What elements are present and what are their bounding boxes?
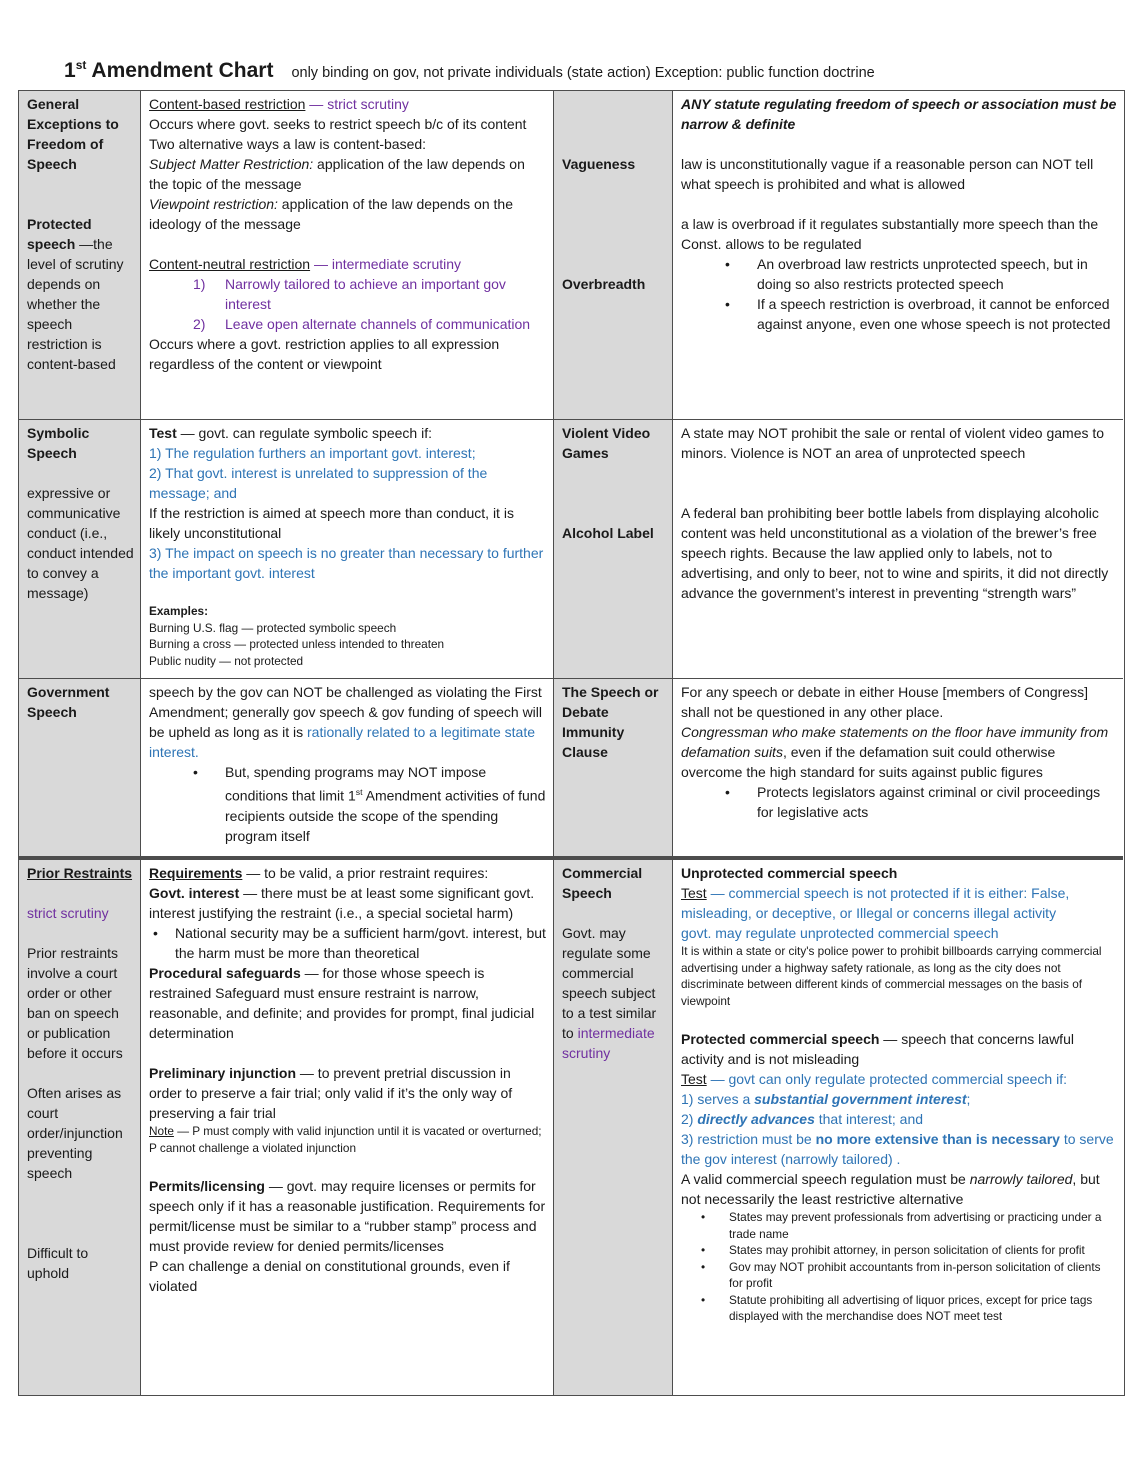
blank-line [562, 114, 666, 134]
paragraph [149, 254, 547, 274]
text-segment: A valid commercial speech regulation must be [681, 1171, 970, 1187]
text-segment: narrowly tailored [969, 1171, 1073, 1187]
blank-line [27, 923, 134, 943]
text-segment: — commercial speech is not protected if it is either: False, misleading, or deceptive, or Illegal or concerns illegal activity [681, 885, 1070, 921]
paragraph [149, 194, 547, 234]
content-cell [141, 860, 554, 1395]
text-segment: application of the law depends on the ideology of the message [149, 196, 513, 232]
blank-line [562, 903, 666, 923]
number-marker: 2) [193, 316, 206, 332]
text-segment: For any speech or debate in either House [members of Congress] shall not be questioned in any other place. [681, 684, 1088, 720]
bullet-marker: • [193, 764, 198, 780]
paragraph [149, 883, 547, 923]
paragraph [681, 503, 1117, 603]
bullet-marker: • [701, 1259, 706, 1274]
list-item-text [225, 762, 547, 846]
text-segment: Protected commercial speech [681, 1031, 880, 1047]
text-segment: Burning a cross — protected unless intended to threaten [149, 637, 445, 651]
text-segment: Permits/licensing [149, 1178, 265, 1194]
text-segment: Subject Matter Restriction: [149, 156, 314, 172]
paragraph [27, 214, 134, 374]
text-segment: Requirements [149, 865, 243, 881]
text-segment: — P must comply with valid injunction until it is vacated or overturned; P cannot challenge a violated injunction [149, 1124, 542, 1155]
paragraph [562, 523, 666, 543]
row-header-cell [554, 679, 673, 860]
paragraph [149, 1063, 547, 1123]
text-segment: to serve the gov interest (narrowly tailored) . [681, 1131, 1114, 1167]
content-cell [141, 420, 554, 679]
blank-line [149, 234, 547, 254]
paragraph [562, 274, 666, 294]
text-segment: Alcohol Label [562, 525, 654, 541]
bullet-item [701, 1292, 1117, 1325]
text-segment: directly advances [697, 1111, 815, 1127]
text-segment: , but not necessarily the least restrictive alternative [681, 1171, 1100, 1207]
blank-line [562, 134, 666, 154]
blank-line [562, 234, 666, 254]
content-cell [673, 420, 1123, 679]
text-segment: Burning U.S. flag — protected symbolic speech [149, 620, 397, 635]
text-segment: 2) [681, 1111, 698, 1127]
paragraph [681, 722, 1117, 782]
text-segment: Protects legislators against criminal or civil proceedings for legislative acts [757, 784, 1101, 820]
text-segment: Content-based restriction [149, 96, 306, 112]
paragraph [149, 423, 547, 443]
blank-line [681, 463, 1117, 483]
text-segment: 3) The impact on speech is no greater than necessary to further the important govt. interest [149, 545, 544, 581]
content-cell [141, 679, 554, 860]
paragraph [681, 863, 1117, 883]
text-segment: — speech that concerns lawful activity and is not misleading [681, 1031, 1074, 1067]
text-segment: Two alternative ways a law is content-based: [149, 136, 427, 152]
paragraph [149, 463, 547, 503]
paragraph [681, 943, 1117, 1009]
paragraph [149, 443, 547, 463]
paragraph [27, 483, 134, 603]
text-segment: ; [966, 1091, 971, 1107]
paragraph [681, 883, 1117, 923]
text-segment: Often arises as court order/injunction preventing speech [27, 1085, 123, 1181]
paragraph [681, 1129, 1117, 1169]
text-segment: —the level of scrutiny depends on whether the speech restriction is content-based [27, 236, 124, 372]
paragraph [27, 863, 134, 883]
text-segment: States may prevent professionals from advertising or practicing under a trade name [729, 1210, 1102, 1241]
list-item-text [225, 314, 547, 334]
text-segment: If the restriction is aimed at speech more than conduct, it is likely unconstitutional [149, 505, 514, 541]
bullet-item [725, 254, 1117, 294]
text-segment: Govt. may regulate some commercial speech subject to a test similar to [562, 925, 657, 1041]
row-header-cell [19, 420, 141, 679]
paragraph [149, 543, 547, 583]
paragraph [27, 903, 134, 923]
text-segment: Violent Video Games [562, 425, 651, 461]
text-segment: Symbolic Speech [27, 425, 90, 461]
list-item-text [225, 274, 547, 314]
paragraph [681, 1029, 1117, 1069]
paragraph [681, 423, 1117, 463]
title-superscript: st [75, 58, 87, 72]
text-segment: no more extensive than is necessary [815, 1131, 1060, 1147]
text-segment: Note [149, 1124, 174, 1138]
paragraph [149, 334, 547, 374]
paragraph [562, 682, 666, 762]
text-segment: strict scrutiny [27, 905, 109, 921]
numbered-item [193, 314, 547, 334]
text-segment: Examples: [149, 604, 209, 618]
blank-line [681, 1009, 1117, 1029]
text-segment: Statute prohibiting all advertising of liquor prices, except for price tags displayed with the merchandise does NOT meet test [729, 1292, 1093, 1323]
text-segment: 1) The regulation furthers an important govt. interest; [149, 445, 476, 461]
blank-line [562, 214, 666, 234]
paragraph [149, 114, 547, 134]
paragraph [27, 94, 134, 174]
text-segment: ANY statute regulating freedom of speech or association must be narrow & definite [681, 96, 1117, 132]
paragraph [562, 923, 666, 1063]
text-segment: govt. may regulate unprotected commercial speech [681, 925, 999, 941]
paragraph [27, 943, 134, 1063]
text-segment: 3) restriction must be [681, 1131, 816, 1147]
paragraph [149, 653, 547, 670]
blank-line [149, 583, 547, 603]
text-segment: — govt. can regulate symbolic speech if: [176, 425, 432, 441]
text-segment: expressive or communicative conduct (i.e., conduct intended to convey a message) [27, 485, 134, 601]
list-item-text [729, 1292, 1117, 1325]
text-segment: Unprotected commercial speech [681, 865, 898, 881]
text-segment: Occurs where govt. seeks to restrict speech b/c of its content [149, 116, 527, 132]
blank-line [681, 194, 1117, 214]
text-segment: It is within a state or city's police power to prohibit billboards carrying commercial advertising under a highway safety rationale, as long as the city does not discriminate between different kinds of commercial messages on the basis of viewpoint [681, 944, 1102, 1008]
row-header-cell [554, 860, 673, 1395]
bullet-item [725, 782, 1117, 822]
blank-line [681, 483, 1117, 503]
bullet-marker: • [153, 925, 158, 941]
paragraph [562, 863, 666, 903]
blank-line [562, 94, 666, 114]
blank-line [27, 1203, 134, 1223]
blank-line [562, 483, 666, 503]
text-segment: Occurs where a govt. restriction applies to all expression regardless of the content or viewpoint [149, 336, 500, 372]
blank-line [27, 463, 134, 483]
content-cell [673, 860, 1123, 1395]
text-segment: Preliminary injunction [149, 1065, 297, 1081]
paragraph [681, 154, 1117, 194]
bullet-item [701, 1259, 1117, 1292]
text-segment: Viewpoint restriction: [149, 196, 278, 212]
text-segment: — there must be at least some significant govt. interest justifying the restraint (i.e., a special societal harm) [149, 885, 535, 921]
text-segment: Amendment activities of fund recipients outside the scope of the spending program itself [225, 787, 546, 844]
paragraph [149, 603, 547, 620]
paragraph [149, 636, 547, 653]
list-item-text [729, 1209, 1117, 1242]
text-segment: 2) That govt. interest is unrelated to suppression of the message; and [149, 465, 488, 501]
paragraph [149, 1123, 547, 1156]
bullet-marker: • [701, 1243, 706, 1257]
text-segment: that interest; and [814, 1111, 924, 1127]
paragraph [562, 154, 666, 174]
text-segment: An overbroad law restricts unprotected speech, but in doing so also restricts protected speech [757, 256, 1088, 292]
list-item-text [757, 294, 1117, 334]
text-segment: Congressman who make statements on the floor have immunity from defamation suits [681, 724, 1109, 760]
text-segment: substantial government interest [754, 1091, 967, 1107]
text-segment: Gov may NOT prohibit accountants from in-person solicitation of clients for profit [729, 1259, 1101, 1290]
paragraph [562, 423, 666, 463]
paragraph [681, 1069, 1117, 1089]
text-segment: 1) serves a [681, 1091, 755, 1107]
blank-line [27, 174, 134, 194]
paragraph [681, 1089, 1117, 1109]
page-title [64, 58, 273, 83]
text-segment: Commercial Speech [562, 865, 643, 901]
paragraph [149, 1176, 547, 1256]
paragraph [681, 214, 1117, 254]
list-item-text [729, 1242, 1117, 1259]
paragraph [681, 923, 1117, 943]
text-segment: Test [149, 425, 177, 441]
blank-line [27, 1223, 134, 1243]
list-item-text [757, 254, 1117, 294]
text-segment: st [355, 787, 363, 797]
row-header-cell [19, 860, 141, 1395]
blank-line [27, 1183, 134, 1203]
text-segment: — govt can only regulate protected commercial speech if: [706, 1071, 1067, 1087]
bullet-marker: • [725, 256, 730, 272]
text-segment: application of the law depends on the topic of the message [149, 156, 525, 192]
blank-line [562, 194, 666, 214]
text-segment: Public nudity — not protected [149, 653, 304, 668]
text-segment: — intermediate scrutiny [310, 256, 462, 272]
text-segment: — govt. may require licenses or permits for speech only if it has a reasonable justification. Requirements for permit/license must be similar to a “rubber stamp” process and must provide review for denied permits/licenses [149, 1178, 546, 1254]
row-header-cell [554, 420, 673, 679]
blank-line [149, 1156, 547, 1176]
text-segment: National security may be a sufficient harm/govt. interest, but the harm must be more than theoretical [175, 925, 546, 961]
bullet-item [153, 923, 547, 963]
paragraph [149, 963, 547, 1043]
bullet-marker: • [725, 784, 730, 800]
text-segment: The Speech or Debate Immunity Clause [562, 684, 659, 760]
text-segment: If a speech restriction is overbroad, it cannot be enforced against anyone, even one whose speech is not protected [757, 296, 1111, 332]
bullet-marker: • [725, 296, 730, 312]
paragraph [27, 423, 134, 463]
paragraph [27, 682, 134, 722]
title-row [64, 58, 1140, 83]
text-segment: Leave open alternate channels of communication [225, 316, 531, 332]
text-segment: States may prohibit attorney, in person solicitation of clients for profit [729, 1243, 1085, 1257]
bullet-item [193, 762, 547, 846]
list-item-text [175, 923, 547, 963]
blank-line [562, 503, 666, 523]
blank-line [149, 1043, 547, 1063]
blank-line [562, 174, 666, 194]
text-segment: A federal ban prohibiting beer bottle labels from displaying alcoholic content was held unconstitutional as a violation of the brewer’s free speech rights. Because the law applied only to labels, not to advertising, and only to beer, not to wine and spirits, it did not directly advance the government’s interest in preventing “strength wars” [681, 505, 1109, 601]
paragraph [149, 134, 547, 154]
numbered-item [193, 274, 547, 314]
blank-line [562, 254, 666, 274]
row-header-cell [554, 91, 673, 420]
text-segment: law is unconstitutionally vague if a reasonable person can NOT tell what speech is prohibited and what is allowed [681, 156, 1094, 192]
content-cell [673, 91, 1123, 420]
text-segment: Narrowly tailored to achieve an important gov interest [225, 276, 506, 312]
paragraph [27, 1243, 134, 1283]
blank-line [27, 194, 134, 214]
text-segment: — to be valid, a prior restraint requires: [242, 865, 489, 881]
paragraph [681, 682, 1117, 722]
text-segment: — to prevent pretrial discussion in order to preserve a fair trial; only valid if it’s the only way of preserving a fair trial [149, 1065, 513, 1121]
paragraph [149, 682, 547, 762]
bullet-item [701, 1209, 1117, 1242]
content-cell [141, 91, 554, 420]
paragraph [681, 1109, 1117, 1129]
amendment-chart-table [18, 90, 1125, 1396]
text-segment: But, spending programs may NOT impose conditions that limit 1 [225, 764, 487, 804]
bullet-marker: • [701, 1292, 706, 1307]
text-segment: Test [681, 1071, 707, 1087]
paragraph [149, 620, 547, 637]
title-number: 1 [64, 59, 76, 82]
number-marker: 1) [193, 276, 206, 292]
text-segment: Test [681, 885, 707, 901]
text-segment: rationally related to a legitimate state interest. [149, 724, 536, 760]
blank-line [562, 463, 666, 483]
text-segment: Vagueness [562, 156, 636, 172]
list-item-text [729, 1259, 1117, 1292]
text-segment: Prior restraints involve a court order or other ban on speech or publication before it occurs [27, 945, 123, 1061]
text-segment: , even if the defamation suit could otherwise overcome the high standard for suits against public figures [681, 744, 1056, 780]
text-segment: A state may NOT prohibit the sale or rental of violent video games to minors. Violence is NOT an area of unprotected speech [681, 425, 1105, 461]
blank-line [27, 1063, 134, 1083]
text-segment: Content-neutral restriction [149, 256, 311, 272]
content-cell [673, 679, 1123, 860]
paragraph [681, 94, 1117, 134]
text-segment: Protected speech [27, 216, 92, 252]
blank-line [27, 883, 134, 903]
text-segment: — strict scrutiny [305, 96, 409, 112]
paragraph [27, 1083, 134, 1183]
paragraph [681, 1169, 1117, 1209]
text-segment: — for those whose speech is restrained Safeguard must ensure restraint is narrow, reasonable, and definite; and provides for prompt, final judicial determination [149, 965, 535, 1041]
text-segment: a law is overbroad if it regulates substantially more speech than the Const. allows to be regulated [681, 216, 1099, 252]
text-segment: Govt. interest [149, 885, 240, 901]
paragraph [149, 1256, 547, 1296]
text-segment: P can challenge a denial on constitutional grounds, even if violated [149, 1258, 510, 1294]
bullet-item [701, 1242, 1117, 1259]
blank-line [681, 134, 1117, 154]
paragraph [149, 863, 547, 883]
paragraph [149, 154, 547, 194]
bullet-item [725, 294, 1117, 334]
text-segment: Difficult to uphold [27, 1245, 89, 1281]
text-segment: Prior Restraints [27, 865, 133, 881]
text-segment: Government Speech [27, 684, 110, 720]
text-segment: General Exceptions to Freedom of Speech [27, 96, 119, 172]
paragraph [149, 94, 547, 114]
title-text: Amendment Chart [86, 59, 274, 82]
list-item-text [757, 782, 1117, 822]
bullet-marker: • [701, 1210, 706, 1224]
page-subtitle: only binding on gov, not private individuals (state action) Exception: public function doctrine [291, 65, 875, 81]
row-header-cell [19, 679, 141, 860]
text-segment: intermediate scrutiny [562, 1025, 655, 1061]
paragraph [149, 503, 547, 543]
text-segment: Procedural safeguards [149, 965, 301, 981]
text-segment: Overbreadth [562, 276, 646, 292]
text-segment: speech by the gov can NOT be challenged as violating the First Amendment; generally gov speech & gov funding of speech will be upheld as long as it is [149, 684, 543, 740]
row-header-cell [19, 91, 141, 420]
